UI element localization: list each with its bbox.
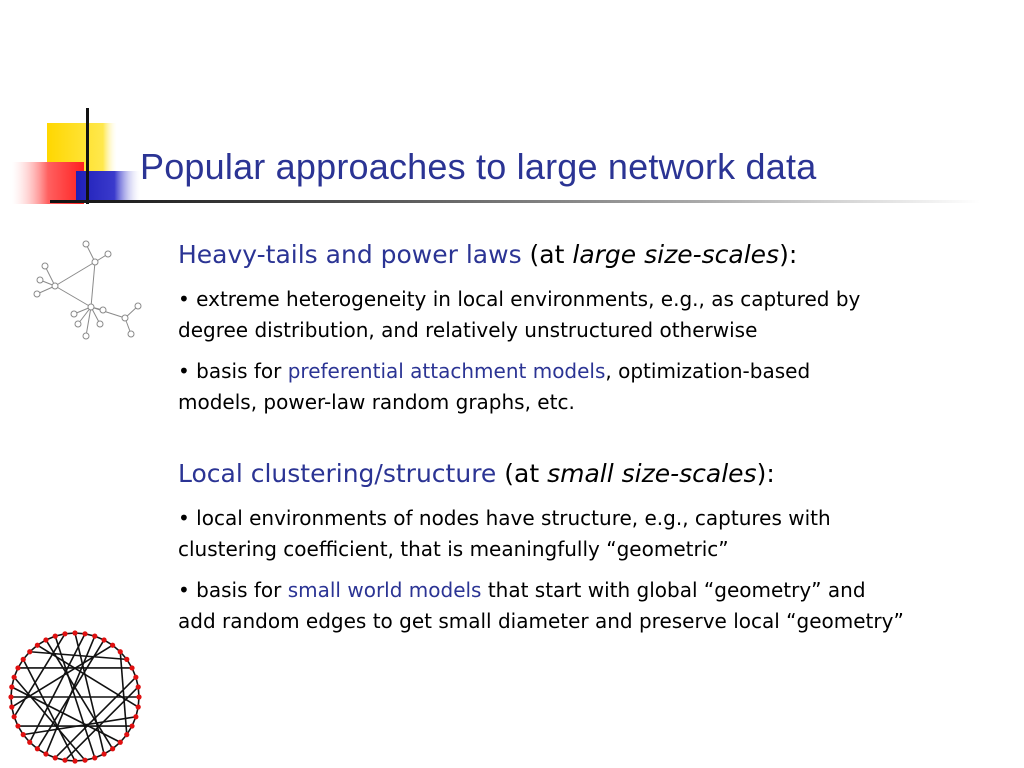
section-local-clustering: [178, 455, 1023, 637]
ring-node: [72, 630, 77, 635]
bullet-item: [178, 503, 1023, 565]
ring-node: [72, 758, 77, 763]
ring-node: [27, 649, 32, 654]
ring-node: [15, 665, 20, 670]
ring-node: [35, 643, 40, 648]
corner-decoration: [0, 100, 150, 210]
heading-post: ):: [779, 240, 798, 269]
bullet-line: • basis for: [178, 578, 288, 602]
ring-node: [136, 684, 141, 689]
ring-node: [9, 704, 14, 709]
ring-node: [124, 657, 129, 662]
ring-node: [82, 758, 87, 763]
ring-node: [129, 665, 134, 670]
ring-node: [62, 758, 67, 763]
title-underline: [50, 200, 980, 203]
section-heading: [178, 455, 1023, 493]
heading-topic: Local clustering/structure: [178, 459, 497, 488]
ring-node: [133, 714, 138, 719]
small-world-ring-icon: [4, 626, 146, 768]
heading-scale: small size-scales: [547, 459, 757, 488]
bullet-line: clustering coefficient, that is meaningfully “geometric”: [178, 537, 729, 561]
bullet-item: [178, 356, 1023, 418]
heading-pre: (at: [496, 459, 548, 488]
ring-node: [82, 631, 87, 636]
ring-node: [110, 746, 115, 751]
ring-node: [43, 751, 48, 756]
heading-post: ):: [756, 459, 775, 488]
heading-scale: large size-scales: [572, 240, 780, 269]
ring-node: [118, 740, 123, 745]
ring-node: [12, 714, 17, 719]
ring-node: [129, 723, 134, 728]
deco-blue-square: [76, 171, 140, 202]
ring-node: [133, 675, 138, 680]
bullet-line: , optimization-based: [605, 359, 811, 383]
deco-red-square: [12, 162, 84, 204]
power-law-graph-icon: [28, 236, 146, 342]
bullet-item: [178, 284, 1023, 346]
heading-topic: Heavy-tails and power laws: [178, 240, 522, 269]
ring-node: [136, 704, 141, 709]
ring-node: [101, 637, 106, 642]
bullet-line: that start with global “geometry” and: [481, 578, 866, 602]
ring-node: [35, 746, 40, 751]
small-world-models-link[interactable]: small world models: [287, 578, 482, 602]
ring-node: [9, 684, 14, 689]
ring-node: [110, 643, 115, 648]
bullet-line: • basis for: [178, 359, 288, 383]
bullet-line: • extreme heterogeneity in local environments, e.g., as captured by: [178, 287, 861, 311]
ring-node: [53, 634, 58, 639]
slide-content: [178, 236, 1023, 637]
bullet-item: [178, 575, 1023, 637]
ring-node: [92, 755, 97, 760]
ring-node: [118, 649, 123, 654]
bullet-line: degree distribution, and relatively unstructured otherwise: [178, 318, 758, 342]
bullet-line: add random edges to get small diameter and preserve local “geometry”: [178, 609, 904, 633]
section-power-laws: [178, 236, 1023, 418]
deco-vertical-line: [86, 108, 89, 204]
ring-node: [124, 732, 129, 737]
ring-node: [43, 637, 48, 642]
section-heading: [178, 236, 1023, 274]
ring-node: [62, 631, 67, 636]
ring-shortcut-edge: [30, 652, 127, 660]
bullet-line: • local environments of nodes have structure, e.g., captures with: [178, 506, 831, 530]
ring-node: [27, 740, 32, 745]
bullet-line: models, power-law random graphs, etc.: [178, 390, 575, 414]
slide-title: Popular approaches to large network data: [140, 146, 817, 187]
ring-node: [15, 723, 20, 728]
ring-node: [12, 675, 17, 680]
ring-shortcut-edge: [55, 677, 136, 758]
preferential-attachment-link[interactable]: preferential attachment models: [287, 359, 606, 383]
ring-shortcut-edge: [120, 652, 127, 735]
ring-node: [92, 634, 97, 639]
ring-node: [8, 694, 13, 699]
ring-node: [21, 657, 26, 662]
heading-pre: (at: [521, 240, 573, 269]
ring-node: [21, 732, 26, 737]
ring-node: [136, 694, 141, 699]
ring-node: [53, 755, 58, 760]
ring-node: [101, 751, 106, 756]
